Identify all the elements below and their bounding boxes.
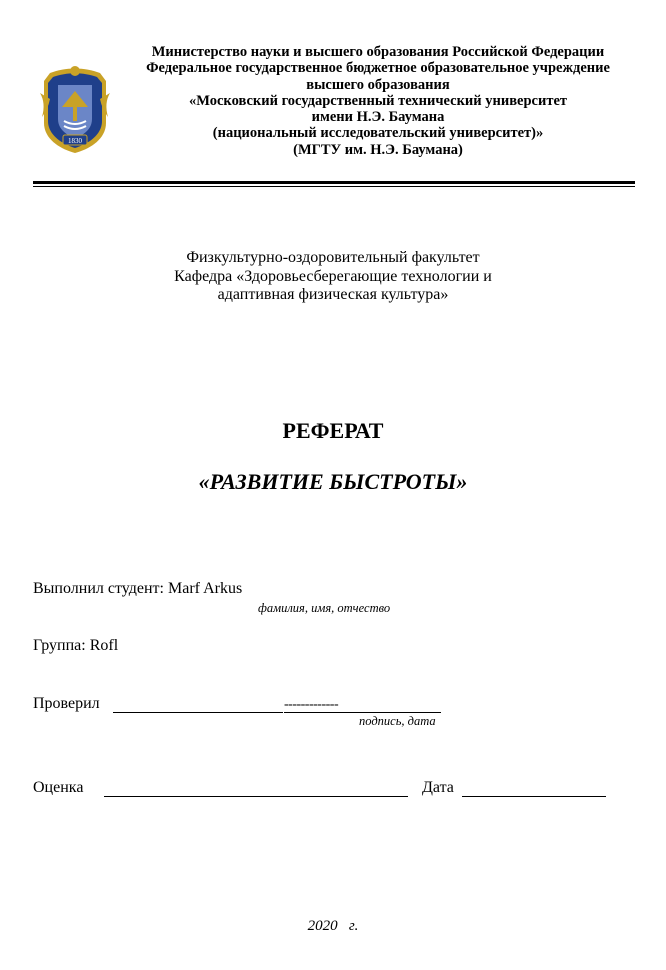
year-suffix: г. xyxy=(348,918,359,934)
document-type: РЕФЕРАТ xyxy=(282,418,384,443)
student-hint: фамилия, имя, отчество xyxy=(258,601,391,615)
header-line: Министерство науки и высшего образования Российской Федерации xyxy=(151,44,605,60)
header-line: «Московский государственный технический университет xyxy=(188,92,568,109)
checked-dashes: ------------- xyxy=(284,697,339,712)
group-value: Rofl xyxy=(89,637,119,654)
faculty-line: Кафедра «Здоровьесберегающие технологии и xyxy=(174,267,492,285)
student-label: Выполнил студент: xyxy=(33,580,164,597)
year-value: 2020 xyxy=(307,918,338,934)
student-value: Marf Arkus xyxy=(167,580,243,597)
group-label: Группа: xyxy=(33,637,86,654)
header-line: Федеральное государственное бюджетное образовательное учреждение xyxy=(146,60,610,77)
header-divider-thick xyxy=(33,181,635,184)
header-divider-thin xyxy=(33,186,635,187)
organization-header xyxy=(118,44,638,158)
document-year xyxy=(0,918,666,935)
faculty-line: Физкультурно-оздоровительный факультет xyxy=(186,249,480,266)
checked-hint: подпись, дата xyxy=(359,714,436,728)
checked-date-line xyxy=(284,712,441,713)
header-line: (МГТУ им. Н.Э. Баумана) xyxy=(293,141,463,158)
date-line xyxy=(462,796,606,797)
header-line: имени Н.Э. Баумана xyxy=(311,109,445,126)
document-title: «РАЗВИТИЕ БЫСТРОТЫ» xyxy=(198,469,468,494)
header-line: высшего образования xyxy=(306,76,450,93)
grade-line xyxy=(104,796,408,797)
checked-label: Проверил xyxy=(33,695,100,712)
faculty-block xyxy=(100,249,566,305)
university-emblem-icon xyxy=(36,63,114,155)
date-label: Дата xyxy=(422,779,454,796)
emblem-year: 1830 xyxy=(68,137,82,145)
checked-signature-line xyxy=(113,712,283,713)
faculty-line: адаптивная физическая культура» xyxy=(217,286,449,303)
grade-label: Оценка xyxy=(33,779,84,796)
student-row xyxy=(33,580,242,598)
header-line: (национальный исследовательский университет)» xyxy=(212,125,544,142)
group-row xyxy=(33,637,118,655)
